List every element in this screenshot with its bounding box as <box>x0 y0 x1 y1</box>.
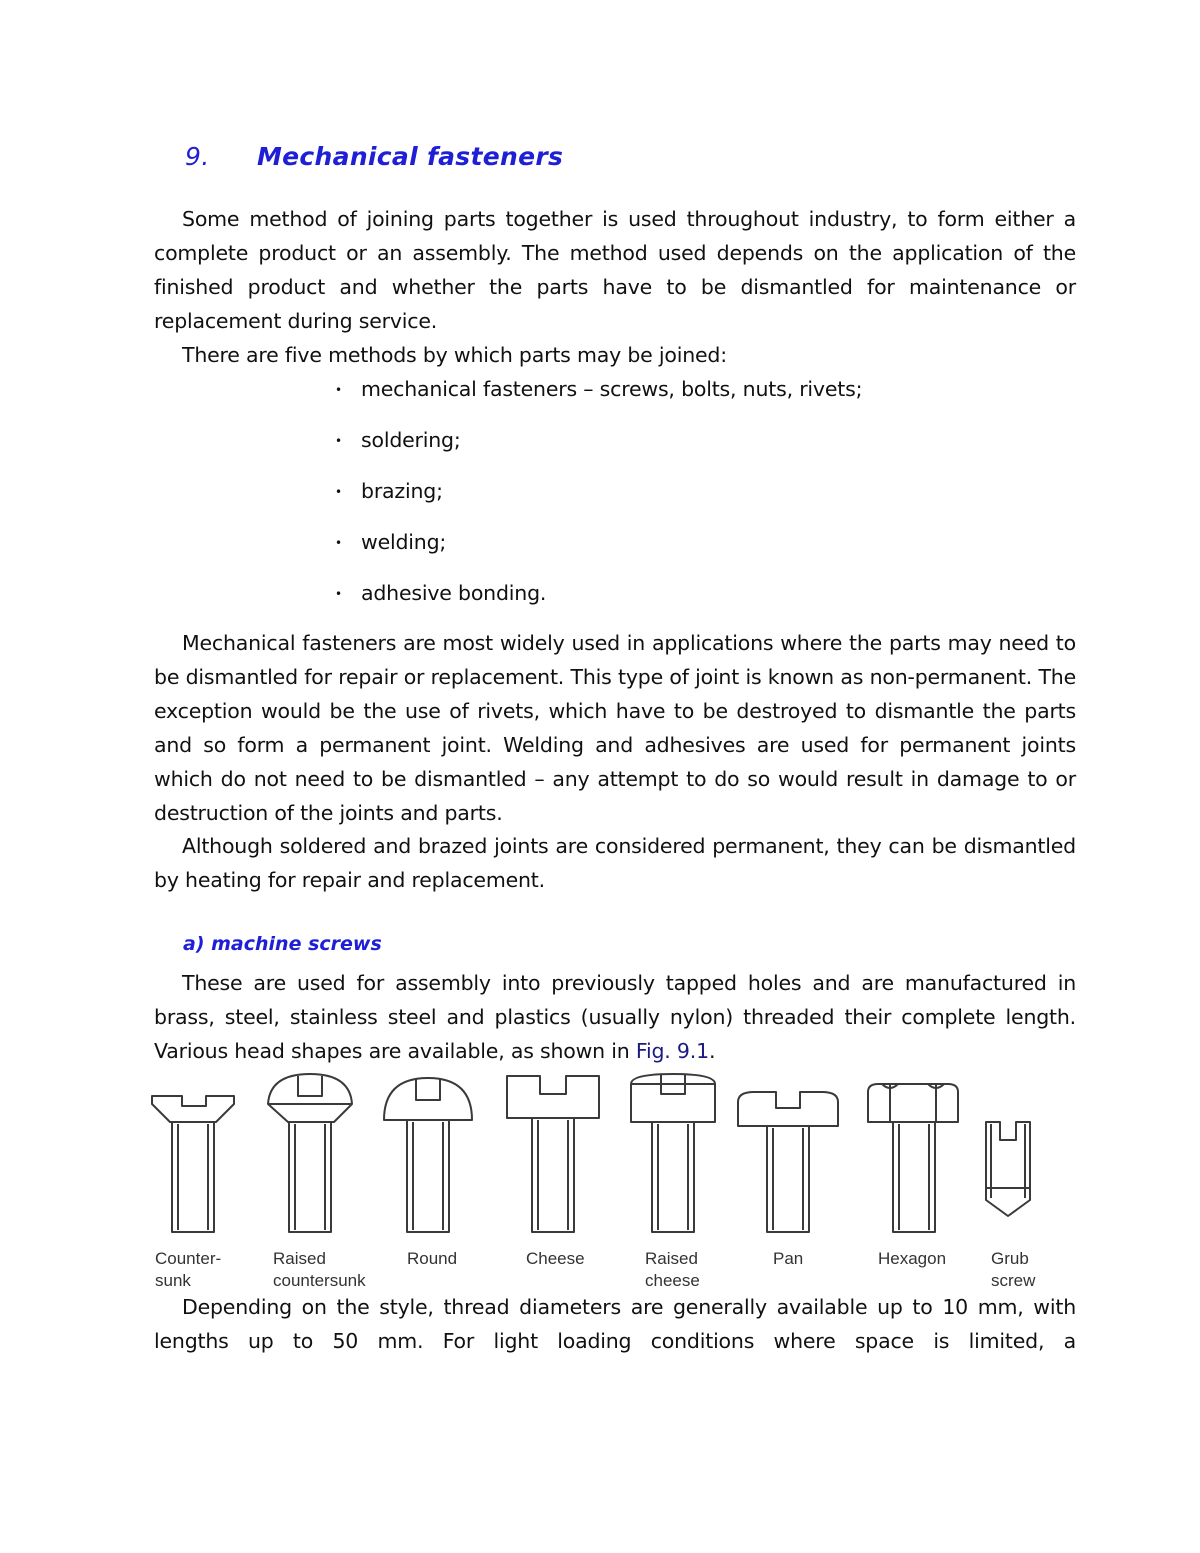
raised-countersunk-screw-icon <box>268 1074 352 1232</box>
methods-list <box>335 372 862 627</box>
machine-screws-text-end: . <box>708 1039 716 1063</box>
bullet-icon: • <box>335 536 342 550</box>
figure-caption: Round <box>407 1249 458 1268</box>
fasteners-paragraph: Mechanical fasteners are most widely used in applications where the parts may need to be dismantled for repair or replacement. This type of joint is known as non-permanent. The exception would be the use of rivets, which have to be destroyed to dismantle the parts and so form a permanent joint. Welding and adhesives are used for permanent joints which do not need to be dismantled – any attempt to do so would result in damage to or destruction of the joints and parts. <box>154 631 1076 825</box>
figure-caption: Pan <box>773 1249 804 1268</box>
round-screw-icon <box>384 1078 472 1232</box>
hexagon-screw-icon <box>868 1084 958 1232</box>
list-item <box>335 576 862 627</box>
grub-screw-icon <box>986 1122 1030 1216</box>
continuation-paragraph-block <box>154 1290 1076 1358</box>
list-item-text: mechanical fasteners – screws, bolts, nuts, rivets; <box>361 377 863 401</box>
list-item-text: brazing; <box>361 479 443 503</box>
methods-intro-paragraph: There are five methods by which parts may be joined: <box>182 343 727 367</box>
list-item <box>335 372 862 423</box>
bullet-icon: • <box>335 485 342 499</box>
soldered-paragraph: Although soldered and brazed joints are considered permanent, they can be dismantled by heating for repair and replacement. <box>154 834 1076 892</box>
figure-caption: Raised cheese <box>645 1249 700 1290</box>
fasteners-paragraph-block <box>154 626 1076 830</box>
list-item <box>335 423 862 474</box>
figure-caption: Raised countersunk <box>273 1249 366 1290</box>
figure-caption: Hexagon <box>878 1249 947 1268</box>
list-item-text: welding; <box>361 530 447 554</box>
countersunk-screw-icon <box>152 1096 234 1232</box>
intro-paragraph-block <box>154 202 1076 338</box>
list-item <box>335 474 862 525</box>
section-title: Mechanical fasteners <box>257 142 564 171</box>
continuation-paragraph: Depending on the style, thread diameters are generally available up to 10 mm, with lengths up to 50 mm. For light loading conditions where space is limited, a <box>154 1295 1076 1353</box>
bullet-icon: • <box>335 383 342 397</box>
raised-cheese-screw-icon <box>631 1074 715 1232</box>
intro-paragraph: Some method of joining parts together is used throughout industry, to form either a complete product or an assembly. The method used depends on the application of the finished product and whether the parts have to be dismantled for maintenance or replacement during service. <box>154 207 1076 333</box>
figure-link[interactable]: Fig. 9.1 <box>635 1039 709 1063</box>
machine-screws-paragraph-block <box>154 966 1076 1068</box>
bullet-icon: • <box>335 434 342 448</box>
list-item <box>335 525 862 576</box>
section-heading <box>185 142 563 171</box>
figure-caption: Counter- sunk <box>155 1249 222 1290</box>
section-number: 9. <box>185 142 210 171</box>
pan-screw-icon <box>738 1092 838 1232</box>
list-item-text: adhesive bonding. <box>361 581 547 605</box>
machine-screws-paragraph <box>154 966 1076 1068</box>
bullet-icon: • <box>335 587 342 601</box>
subsection-heading: a) machine screws <box>183 933 382 955</box>
screw-heads-figure <box>148 1070 1058 1240</box>
cheese-screw-icon <box>507 1076 599 1232</box>
list-item-text: soldering; <box>361 428 461 452</box>
figure-caption: Cheese <box>526 1249 585 1268</box>
figure-caption: Grub screw <box>991 1249 1036 1290</box>
machine-screws-text: These are used for assembly into previously tapped holes and are manufactured in brass, steel, stainless steel and plastics (usually nylon) threaded their complete length. Various head shapes are available, as shown in <box>154 971 1076 1063</box>
soldered-paragraph-block <box>154 829 1076 897</box>
methods-intro-block <box>154 338 1076 372</box>
